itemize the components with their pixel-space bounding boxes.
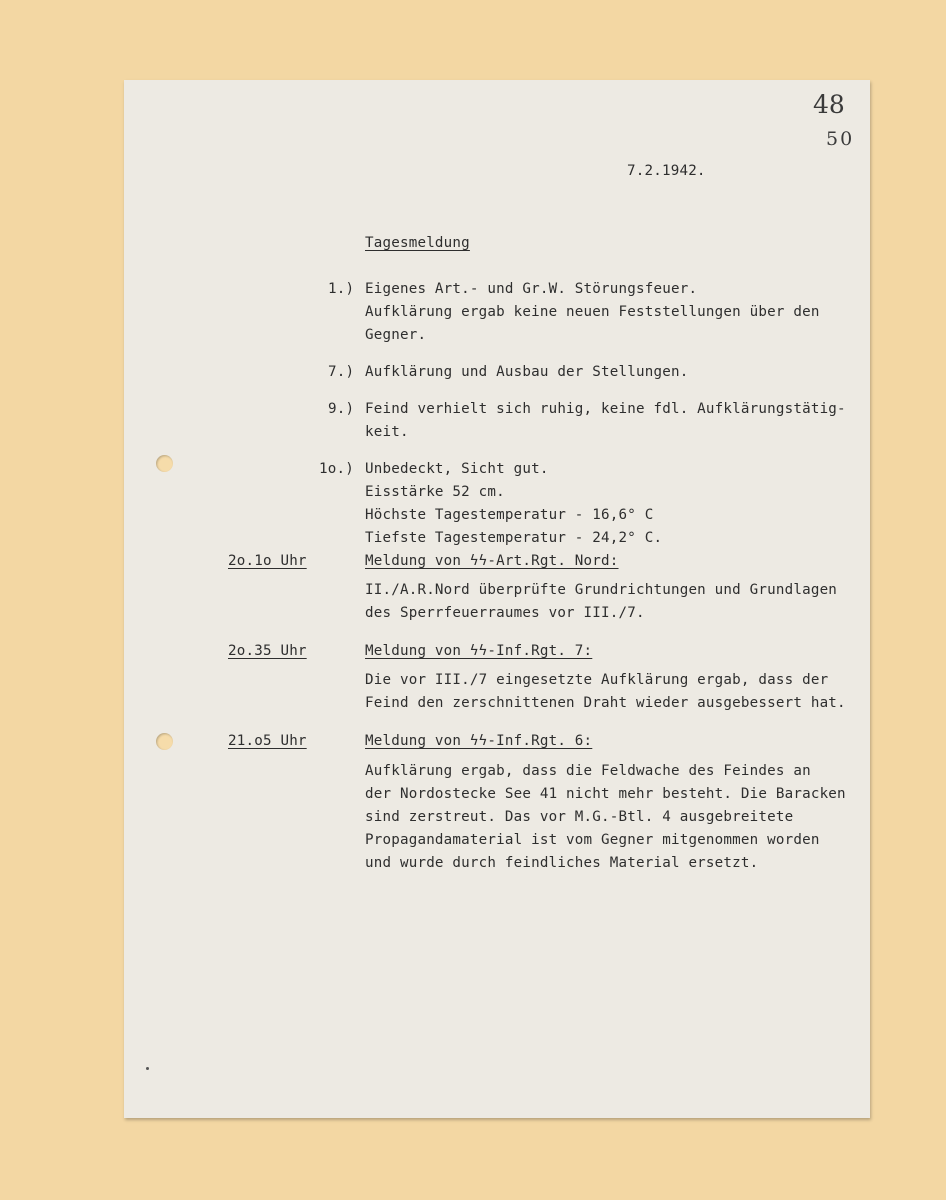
entry-line: Die vor III./7 eingesetzte Aufklärung ergab, dass der [365, 672, 829, 688]
item-number: 7.) [328, 364, 355, 380]
document-page [124, 80, 870, 1118]
report-date: 7.2.1942. [627, 163, 706, 179]
item-line: Aufklärung ergab keine neuen Feststellungen über den [365, 304, 820, 320]
item-line: Feind verhielt sich ruhig, keine fdl. Aufklärungstätig- [365, 401, 846, 417]
entry-line: des Sperrfeuerraumes vor III./7. [365, 605, 645, 621]
entry-heading: Meldung von ϟϟ-Art.Rgt. Nord: [365, 553, 619, 569]
paper-speck [146, 1067, 149, 1070]
entry-line: Propagandamaterial ist vom Gegner mitgenommen worden [365, 832, 820, 848]
entry-line: Aufklärung ergab, dass die Feldwache des Feindes an [365, 763, 811, 779]
entry-time: 2o.1o Uhr [228, 553, 307, 569]
entry-heading: Meldung von ϟϟ-Inf.Rgt. 7: [365, 643, 593, 659]
item-number: 1o.) [319, 461, 354, 477]
report-title: Tagesmeldung [365, 235, 470, 251]
punch-hole-upper [156, 455, 173, 472]
entry-line: Feind den zerschnittenen Draht wieder ausgebessert hat. [365, 695, 846, 711]
entry-time: 21.o5 Uhr [228, 733, 307, 749]
folio-number-primary: 48 [813, 90, 845, 119]
folio-number-secondary: 50 [826, 128, 855, 150]
entry-time: 2o.35 Uhr [228, 643, 307, 659]
punch-hole-lower [156, 733, 173, 750]
entry-line: der Nordostecke See 41 nicht mehr besteht. Die Baracken [365, 786, 846, 802]
item-line: Höchste Tagestemperatur - 16,6° C [365, 507, 654, 523]
entry-line: II./A.R.Nord überprüfte Grundrichtungen und Grundlagen [365, 582, 838, 598]
item-line: Eisstärke 52 cm. [365, 484, 505, 500]
item-line: Eigenes Art.- und Gr.W. Störungsfeuer. [365, 281, 698, 297]
entry-heading: Meldung von ϟϟ-Inf.Rgt. 6: [365, 733, 593, 749]
item-number: 9.) [328, 401, 355, 417]
item-line: Aufklärung und Ausbau der Stellungen. [365, 364, 689, 380]
item-line: keit. [365, 424, 409, 440]
entry-line: und wurde durch feindliches Material ersetzt. [365, 855, 759, 871]
item-number: 1.) [328, 281, 355, 297]
item-line: Unbedeckt, Sicht gut. [365, 461, 549, 477]
item-line: Tiefste Tagestemperatur - 24,2° C. [365, 530, 663, 546]
item-line: Gegner. [365, 327, 427, 343]
entry-line: sind zerstreut. Das vor M.G.-Btl. 4 ausgebreitete [365, 809, 794, 825]
